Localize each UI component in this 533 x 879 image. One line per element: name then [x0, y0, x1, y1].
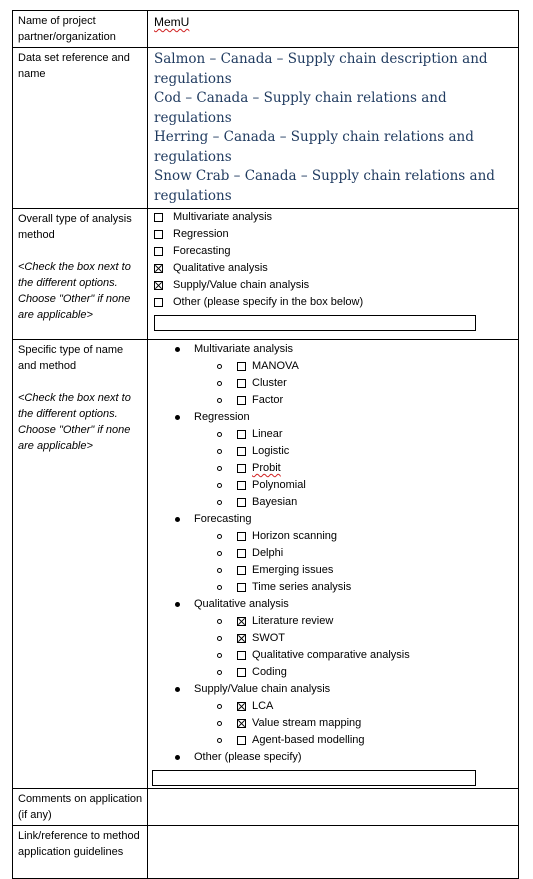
checkbox[interactable] — [237, 362, 246, 371]
method-option — [152, 460, 512, 477]
category-item — [152, 511, 512, 528]
overall-option — [154, 260, 512, 277]
checkbox[interactable] — [237, 464, 246, 473]
specific-other-input[interactable] — [152, 770, 476, 786]
checkbox[interactable] — [237, 396, 246, 405]
circle-bullet-icon — [217, 619, 222, 624]
circle-bullet-icon — [217, 551, 222, 556]
method-option — [152, 562, 512, 579]
circle-bullet-icon — [217, 500, 222, 505]
category-label: Other (please specify) — [194, 751, 302, 763]
circle-bullet-icon — [217, 670, 222, 675]
method-option — [152, 630, 512, 647]
method-option-label: Polynomial — [252, 479, 306, 491]
method-option-label: MANOVA — [252, 360, 299, 372]
method-option — [152, 613, 512, 630]
specific-hint: <Check the box next to the different options. Choose "Other" if none are applicable> — [18, 392, 131, 452]
specific-options — [152, 341, 512, 766]
method-option-label: Time series analysis — [252, 581, 352, 593]
checkbox[interactable] — [154, 213, 163, 222]
circle-bullet-icon — [217, 534, 222, 539]
overall-option — [154, 243, 512, 260]
category-label: Regression — [194, 411, 250, 423]
overall-hint: <Check the box next to the different options. Choose "Other" if none are applicable> — [18, 261, 131, 321]
method-option — [152, 732, 512, 749]
circle-bullet-icon — [217, 738, 222, 743]
bullet-icon — [175, 517, 180, 522]
method-option — [152, 647, 512, 664]
overall-label-cell — [13, 209, 148, 340]
circle-bullet-icon — [217, 636, 222, 641]
overall-option-label: Qualitative analysis — [173, 262, 268, 274]
checkbox[interactable] — [237, 481, 246, 490]
circle-bullet-icon — [217, 704, 222, 709]
checkbox[interactable] — [237, 668, 246, 677]
checkbox[interactable] — [237, 430, 246, 439]
method-option — [152, 443, 512, 460]
category-label: Qualitative analysis — [194, 598, 289, 610]
overall-option-label: Forecasting — [173, 245, 231, 257]
overall-other-input[interactable] — [154, 315, 476, 331]
overall-options — [154, 209, 512, 311]
method-option-label: Delphi — [252, 547, 284, 559]
method-option-label: Literature review — [252, 615, 334, 627]
checkbox[interactable] — [237, 379, 246, 388]
category-label: Supply/Value chain analysis — [194, 683, 331, 695]
link-label: Link/reference to method application guidelines — [13, 826, 148, 879]
bullet-icon — [175, 687, 180, 692]
category-label: Forecasting — [194, 513, 252, 525]
specific-label-cell — [13, 340, 148, 789]
method-option — [152, 358, 512, 375]
dataset-line-2: Cod – Canada – Supply chain relations and regulations — [154, 90, 447, 126]
method-option-label: Horizon scanning — [252, 530, 337, 542]
category-label: Multivariate analysis — [194, 343, 294, 355]
circle-bullet-icon — [217, 364, 222, 369]
method-option — [152, 528, 512, 545]
partner-label: Name of project partner/organization — [13, 11, 148, 48]
circle-bullet-icon — [217, 585, 222, 590]
method-option — [152, 477, 512, 494]
dataset-value-cell — [148, 48, 519, 209]
circle-bullet-icon — [217, 653, 222, 658]
method-option-label: Agent-based modelling — [252, 734, 365, 746]
partner-value: MemU — [154, 15, 190, 29]
overall-option-label: Regression — [173, 228, 229, 240]
circle-bullet-icon — [217, 568, 222, 573]
overall-option — [154, 277, 512, 294]
method-option-label: Emerging issues — [252, 564, 334, 576]
method-option — [152, 392, 512, 409]
overall-label: Overall type of analysis method — [18, 213, 132, 241]
circle-bullet-icon — [217, 381, 222, 386]
checkbox[interactable] — [154, 298, 163, 307]
dataset-line-1: Salmon – Canada – Supply chain description and regulations — [154, 51, 488, 87]
checkbox[interactable] — [237, 583, 246, 592]
overall-option — [154, 209, 512, 226]
method-option-label: SWOT — [252, 632, 285, 644]
checkbox[interactable] — [154, 230, 163, 239]
comments-label: Comments on application (if any) — [13, 789, 148, 826]
dataset-label: Data set reference and name — [13, 48, 148, 209]
link-value-cell[interactable] — [148, 826, 519, 879]
checked-checkbox[interactable] — [237, 634, 246, 643]
checked-checkbox[interactable] — [154, 281, 163, 290]
link-row — [13, 826, 519, 879]
category-item — [152, 681, 512, 698]
dataset-line-4: Snow Crab – Canada – Supply chain relations and regulations — [154, 168, 495, 204]
bullet-icon — [175, 755, 180, 760]
overall-options-cell — [148, 209, 519, 340]
specific-label: Specific type of name and method — [18, 344, 124, 372]
method-option — [152, 698, 512, 715]
checked-checkbox[interactable] — [237, 617, 246, 626]
checkbox[interactable] — [237, 498, 246, 507]
comments-row — [13, 789, 519, 826]
partner-row — [13, 11, 519, 48]
method-option-label: Probit — [252, 462, 281, 474]
method-option — [152, 579, 512, 596]
checked-checkbox[interactable] — [154, 264, 163, 273]
method-option-label: Qualitative comparative analysis — [252, 649, 410, 661]
circle-bullet-icon — [217, 483, 222, 488]
dataset-line-3: Herring – Canada – Supply chain relations and regulations — [154, 129, 474, 165]
method-option-label: Linear — [252, 428, 283, 440]
circle-bullet-icon — [217, 466, 222, 471]
method-option — [152, 426, 512, 443]
checkbox[interactable] — [237, 532, 246, 541]
partner-value-cell — [148, 11, 519, 48]
method-option — [152, 664, 512, 681]
overall-option — [154, 294, 512, 311]
method-option — [152, 715, 512, 732]
overall-row — [13, 209, 519, 340]
checked-checkbox[interactable] — [237, 702, 246, 711]
method-option-label: Logistic — [252, 445, 290, 457]
method-option-label: Cluster — [252, 377, 287, 389]
specific-options-cell — [148, 340, 519, 789]
checkbox[interactable] — [154, 247, 163, 256]
method-option-label: Factor — [252, 394, 284, 406]
category-item — [152, 596, 512, 613]
category-item — [152, 341, 512, 358]
method-form-table — [12, 10, 519, 879]
checkbox[interactable] — [237, 549, 246, 558]
checkbox[interactable] — [237, 651, 246, 660]
checkbox[interactable] — [237, 736, 246, 745]
comments-value-cell[interactable] — [148, 789, 519, 826]
method-option — [152, 375, 512, 392]
bullet-icon — [175, 415, 180, 420]
category-item — [152, 409, 512, 426]
method-option — [152, 494, 512, 511]
dataset-row — [13, 48, 519, 209]
category-item — [152, 749, 512, 766]
circle-bullet-icon — [217, 721, 222, 726]
checkbox[interactable] — [237, 566, 246, 575]
circle-bullet-icon — [217, 449, 222, 454]
method-option-label: Bayesian — [252, 496, 298, 508]
checkbox[interactable] — [237, 447, 246, 456]
overall-option — [154, 226, 512, 243]
method-option-label: Coding — [252, 666, 287, 678]
circle-bullet-icon — [217, 398, 222, 403]
overall-option-label: Multivariate analysis — [173, 211, 273, 223]
method-option-label: Value stream mapping — [252, 717, 362, 729]
method-option-label: LCA — [252, 700, 274, 712]
checked-checkbox[interactable] — [237, 719, 246, 728]
circle-bullet-icon — [217, 432, 222, 437]
overall-option-label: Supply/Value chain analysis — [173, 279, 310, 291]
bullet-icon — [175, 602, 180, 607]
specific-row — [13, 340, 519, 789]
method-option — [152, 545, 512, 562]
overall-option-label: Other (please specify in the box below) — [173, 296, 364, 308]
bullet-icon — [175, 347, 180, 352]
